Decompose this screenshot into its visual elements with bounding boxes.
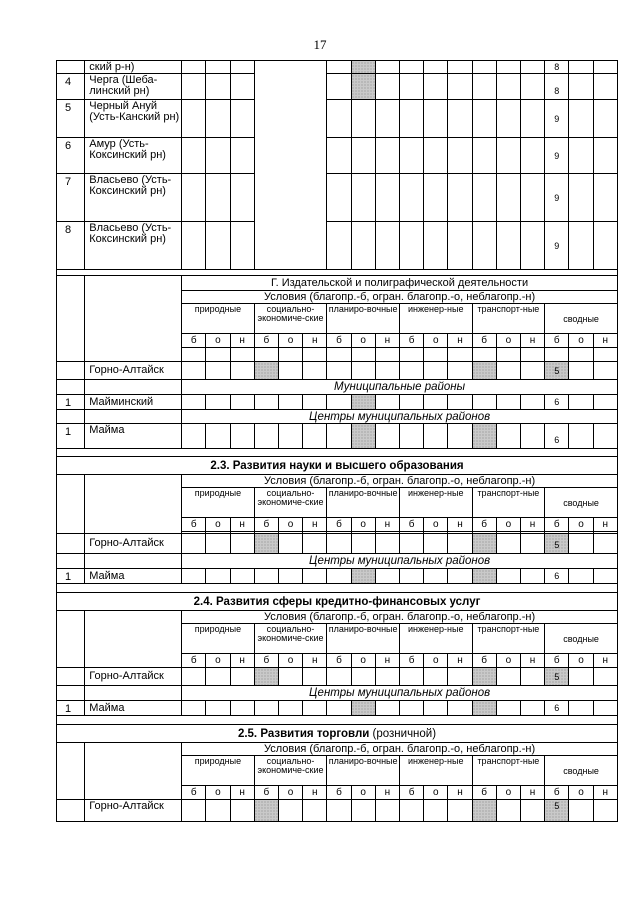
letter-n: н: [375, 518, 399, 532]
table-row: [57, 100, 618, 138]
rating-value: 9: [545, 138, 569, 174]
conditions-row: [57, 611, 618, 624]
group-header: сводные: [545, 624, 618, 654]
rating-value: 9: [545, 222, 569, 270]
shaded-cell: [351, 74, 375, 100]
letter-b: б: [472, 518, 496, 532]
letter-b: б: [545, 786, 569, 800]
conditions-header: Условия (благопр.-б, огран. благопр.-о, неблагопр.-н): [182, 291, 618, 304]
letter-b: б: [182, 786, 206, 800]
settlement-name: Власьево (Усть-Коксинский рн): [85, 174, 182, 222]
rating-value: 5: [545, 534, 569, 554]
letter-b: б: [399, 654, 423, 668]
letter-o: о: [496, 334, 520, 348]
subheading-row: [57, 686, 618, 701]
group-header: природные: [182, 304, 255, 334]
letter-b: б: [327, 654, 351, 668]
shaded-cell: [351, 424, 375, 449]
shaded-cell: [254, 362, 278, 380]
subheading-row: [57, 554, 618, 569]
table-row: [57, 424, 618, 449]
letter-n: н: [303, 518, 327, 532]
conditions-header: Условия (благопр.-б, огран. благопр.-о, неблагопр.-н): [182, 475, 618, 488]
section-title-row: [57, 457, 618, 475]
row-number: 1: [57, 424, 85, 449]
letter-n: н: [303, 786, 327, 800]
letter-b: б: [399, 786, 423, 800]
district-centers-label: Центры муниципальных районов: [182, 686, 618, 701]
letter-n: н: [448, 518, 472, 532]
letter-n: н: [593, 654, 617, 668]
shaded-cell: [351, 569, 375, 584]
letter-b: б: [327, 786, 351, 800]
letter-n: н: [593, 334, 617, 348]
letter-b: б: [472, 786, 496, 800]
letter-n: н: [520, 334, 544, 348]
group-header: транспорт-ные: [472, 756, 545, 786]
table-row: [57, 61, 618, 74]
letter-b: б: [545, 654, 569, 668]
region-center-name: Горно-Алтайск: [85, 668, 182, 686]
letter-o: о: [424, 518, 448, 532]
letter-o: о: [278, 518, 302, 532]
letter-b: б: [472, 654, 496, 668]
table-row: [57, 174, 618, 222]
letter-o: о: [278, 334, 302, 348]
group-header: инженер-ные: [399, 304, 472, 334]
letter-b: б: [254, 654, 278, 668]
region-center-row: [57, 668, 618, 686]
table-row: [57, 74, 618, 100]
letter-b: б: [182, 518, 206, 532]
settlement-name: Черный Ануй (Усть-Канский рн): [85, 100, 182, 138]
letter-o: о: [351, 334, 375, 348]
region-center-row: [57, 534, 618, 554]
settlement-name: Амур (Усть-Коксинский рн): [85, 138, 182, 174]
spacer-row: [57, 584, 618, 593]
merged-cell: [254, 61, 327, 270]
region-center-row: [57, 362, 618, 380]
letter-o: о: [351, 786, 375, 800]
rating-value: 9: [545, 100, 569, 138]
letter-o: о: [206, 654, 230, 668]
letter-n: н: [375, 654, 399, 668]
group-header: планиро-вочные: [327, 756, 400, 786]
section-title-row: [57, 593, 618, 611]
letter-o: о: [569, 334, 593, 348]
letter-n: н: [448, 654, 472, 668]
letter-o: о: [569, 518, 593, 532]
section-title: 2.4. Развития сферы кредитно-финансовых услуг: [57, 593, 618, 611]
row-number: [57, 61, 85, 74]
shaded-cell: [472, 668, 496, 686]
settlement-name: Власьево (Усть-Коксинский рн): [85, 222, 182, 270]
conditions-header: Условия (благопр.-б, огран. благопр.-о, неблагопр.-н): [182, 743, 618, 756]
group-header: планиро-вочные: [327, 488, 400, 518]
table-row: [57, 701, 618, 716]
group-header: транспорт-ные: [472, 304, 545, 334]
letter-o: о: [424, 334, 448, 348]
group-header: социально-экономиче-ские: [254, 304, 327, 334]
shaded-cell: [472, 534, 496, 554]
group-header: сводные: [545, 488, 618, 518]
rating-value: 9: [545, 174, 569, 222]
group-header: сводные: [545, 756, 618, 786]
region-center-name: Горно-Алтайск: [85, 534, 182, 554]
letter-o: о: [424, 654, 448, 668]
region-center-row: [57, 800, 618, 822]
assessment-table: [56, 60, 618, 853]
letter-n: н: [520, 518, 544, 532]
row-number: 1: [57, 395, 85, 410]
subheading-row: [57, 380, 618, 395]
letter-b: б: [254, 334, 278, 348]
shaded-cell: [472, 362, 496, 380]
letter-b: б: [472, 334, 496, 348]
table-row: [57, 222, 618, 270]
letter-n: н: [593, 786, 617, 800]
group-header: социально-экономиче-ские: [254, 488, 327, 518]
letter-o: о: [206, 786, 230, 800]
row-number: 7: [57, 174, 85, 222]
letter-o: о: [569, 786, 593, 800]
conditions-row: [57, 743, 618, 756]
group-header: планиро-вочные: [327, 624, 400, 654]
group-header: транспорт-ные: [472, 488, 545, 518]
letter-n: н: [593, 518, 617, 532]
rating-value: 6: [545, 395, 569, 410]
section-title: Г. Издательской и полиграфической деятельности: [182, 276, 618, 291]
row-number: 4: [57, 74, 85, 100]
letter-n: н: [520, 786, 544, 800]
section-title-text: 2.5. Развития торговли: [237, 727, 370, 740]
letter-n: н: [448, 334, 472, 348]
section-title: 2.3. Развития науки и высшего образования: [57, 457, 618, 475]
letter-b: б: [399, 518, 423, 532]
letter-o: о: [351, 518, 375, 532]
letter-o: о: [278, 786, 302, 800]
rating-value: 8: [545, 74, 569, 100]
group-header: инженер-ные: [399, 624, 472, 654]
district-centers-label: Центры муниципальных районов: [182, 410, 618, 424]
row-number: 6: [57, 138, 85, 174]
rating-value: 5: [545, 362, 569, 380]
shaded-cell: [472, 424, 496, 449]
rating-value: 5: [545, 668, 569, 686]
shaded-cell: [472, 701, 496, 716]
conditions-row: [57, 475, 618, 488]
region-center-name: Горно-Алтайск: [85, 362, 182, 380]
letter-b: б: [182, 334, 206, 348]
municipal-districts-label: Муниципальные районы: [182, 380, 618, 395]
letter-n: н: [230, 786, 254, 800]
row-number: 5: [57, 100, 85, 138]
shaded-cell: [254, 534, 278, 554]
row-number: 1: [57, 701, 85, 716]
group-header: социально-экономиче-ские: [254, 624, 327, 654]
rating-value: 5: [545, 800, 569, 822]
letter-o: о: [424, 786, 448, 800]
row-number: 8: [57, 222, 85, 270]
group-header: инженер-ные: [399, 756, 472, 786]
page-number: 17: [313, 37, 327, 52]
spacer-row: [57, 449, 618, 457]
letter-b: б: [545, 518, 569, 532]
rating-value: 6: [545, 701, 569, 716]
letter-o: о: [496, 518, 520, 532]
letter-o: о: [496, 786, 520, 800]
group-header: природные: [182, 624, 255, 654]
letter-n: н: [230, 654, 254, 668]
conditions-header: Условия (благопр.-б, огран. благопр.-о, неблагопр.-н): [182, 611, 618, 624]
group-header: планиро-вочные: [327, 304, 400, 334]
letter-n: н: [230, 518, 254, 532]
center-name: Майма: [85, 569, 182, 584]
center-name: Майма: [85, 424, 182, 449]
group-header: социально-экономиче-ские: [254, 756, 327, 786]
section-title-row: [57, 276, 618, 291]
rating-value: 6: [545, 424, 569, 449]
conditions-table: [56, 60, 618, 822]
group-header: инженер-ные: [399, 488, 472, 518]
group-header: сводные: [545, 304, 618, 334]
section-title-suffix: (розничной): [372, 727, 437, 740]
letter-o: о: [206, 518, 230, 532]
district-name: Майминский: [85, 395, 182, 410]
letter-b: б: [399, 334, 423, 348]
section-title: [57, 725, 618, 743]
region-center-name: Горно-Алтайск: [85, 800, 182, 822]
district-centers-label: Центры муниципальных районов: [182, 554, 618, 569]
spacer-row: [57, 716, 618, 725]
letter-b: б: [254, 518, 278, 532]
letter-n: н: [303, 654, 327, 668]
table-row: [57, 138, 618, 174]
letter-b: б: [327, 334, 351, 348]
rating-value: 6: [545, 569, 569, 584]
settlement-name: ский р-н): [85, 61, 182, 74]
letter-b: б: [327, 518, 351, 532]
rating-value: 8: [545, 61, 569, 74]
letter-n: н: [375, 786, 399, 800]
letter-o: о: [351, 654, 375, 668]
row-number: 1: [57, 569, 85, 584]
letter-n: н: [303, 334, 327, 348]
letter-b: б: [254, 786, 278, 800]
letter-o: о: [496, 654, 520, 668]
group-header: природные: [182, 756, 255, 786]
shaded-cell: [472, 569, 496, 584]
letter-b: б: [182, 654, 206, 668]
letter-n: н: [230, 334, 254, 348]
table-row: [57, 569, 618, 584]
letter-n: н: [375, 334, 399, 348]
letter-o: о: [569, 654, 593, 668]
group-header: транспорт-ные: [472, 624, 545, 654]
table-row: [57, 395, 618, 410]
group-header: природные: [182, 488, 255, 518]
letter-n: н: [520, 654, 544, 668]
letter-b: б: [545, 334, 569, 348]
letter-o: о: [278, 654, 302, 668]
shaded-cell: [351, 395, 375, 410]
letter-o: о: [206, 334, 230, 348]
shaded-cell: [254, 800, 278, 822]
shaded-cell: [254, 668, 278, 686]
subheading-row: [57, 410, 618, 424]
settlement-name: Черга (Шеба-линский рн): [85, 74, 182, 100]
section-title-row: [57, 725, 618, 743]
letter-n: н: [448, 786, 472, 800]
center-name: Майма: [85, 701, 182, 716]
shaded-cell: [351, 61, 375, 74]
shaded-cell: [472, 800, 496, 822]
shaded-cell: [351, 701, 375, 716]
